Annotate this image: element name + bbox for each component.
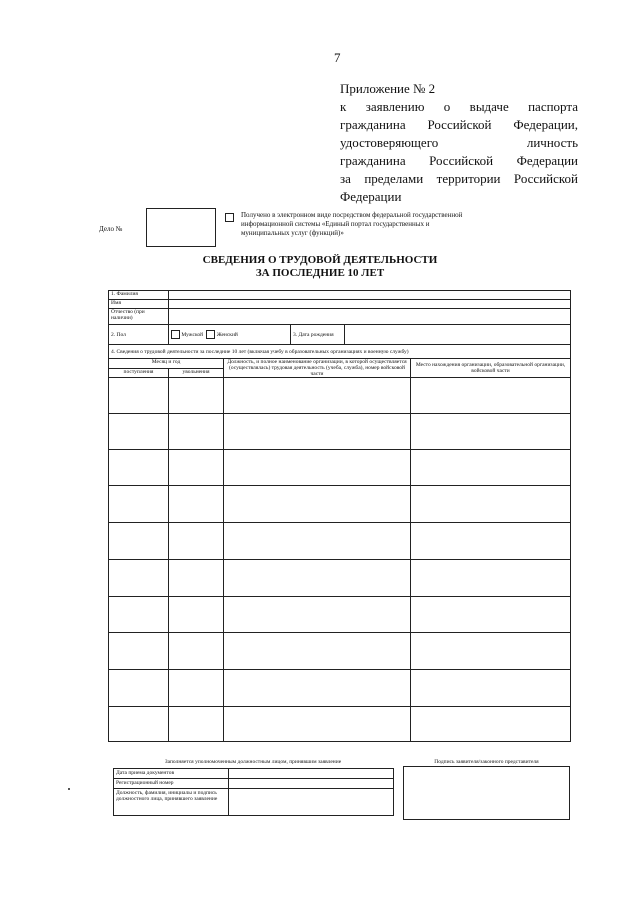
name-label: Имя: [109, 300, 169, 309]
location-cell[interactable]: [411, 486, 571, 523]
position-cell[interactable]: [224, 523, 411, 560]
hired-cell[interactable]: [109, 414, 169, 450]
position-cell[interactable]: [224, 670, 411, 707]
position-cell[interactable]: [224, 633, 411, 670]
left-cell[interactable]: [169, 450, 224, 486]
position-header: Должность, и полное наименование организации, в которой осуществляется (осуществлялась) трудовая деятельность (учеба, служба), номер войсковой части: [224, 359, 411, 378]
location-cell[interactable]: [411, 378, 571, 414]
position-cell[interactable]: [224, 450, 411, 486]
left-cell[interactable]: [169, 486, 224, 523]
hired-cell[interactable]: [109, 560, 169, 597]
official-caption: Заполняется уполномоченным должностным лицом, принявшим заявление: [164, 759, 342, 765]
patronymic-label: Отчество (при наличии): [109, 309, 169, 325]
location-cell[interactable]: [411, 707, 571, 742]
male-label: Мужской: [181, 331, 204, 338]
hired-cell[interactable]: [109, 486, 169, 523]
position-cell[interactable]: [224, 597, 411, 633]
appendix-line: за пределами территории Российской: [340, 171, 578, 186]
acceptance-date-field[interactable]: [229, 769, 394, 779]
hired-cell[interactable]: [109, 450, 169, 486]
appendix-line: удостоверяющего личность: [340, 135, 578, 150]
left-cell[interactable]: [169, 633, 224, 670]
applicant-signature-box[interactable]: [403, 766, 570, 820]
surname-field[interactable]: [169, 291, 571, 300]
sex-options: [169, 325, 291, 345]
position-cell[interactable]: [224, 560, 411, 597]
location-cell[interactable]: [411, 523, 571, 560]
name-field[interactable]: [169, 300, 571, 309]
acceptance-date-label: Дата приема документов: [114, 769, 229, 779]
sex-label: 2. Пол: [109, 325, 169, 345]
hired-cell[interactable]: [109, 378, 169, 414]
hired-cell[interactable]: [109, 523, 169, 560]
left-cell[interactable]: [169, 707, 224, 742]
official-table: [113, 768, 394, 816]
official-signature-label: Должность, фамилия, инициалы и подпись должностного лица, принявшего заявление: [114, 789, 229, 816]
hired-header: поступления: [109, 368, 169, 378]
work-section-label: 4. Сведения о трудовой деятельности за последние 10 лет (включая учебу в образовательных организациях и военную службу): [109, 345, 571, 359]
left-header: увольнения: [169, 368, 224, 378]
position-cell[interactable]: [224, 486, 411, 523]
registration-number-label: Регистрационный номер: [114, 779, 229, 789]
location-cell[interactable]: [411, 597, 571, 633]
appendix-line: гражданина Российской Федерации,: [340, 117, 578, 132]
appendix-line: гражданина Российской Федерации: [340, 153, 578, 168]
page-number: 7: [334, 50, 341, 65]
location-cell[interactable]: [411, 633, 571, 670]
male-checkbox[interactable]: [171, 330, 180, 339]
birth-date-label: 3. Дата рождения: [291, 325, 345, 345]
electronic-checkbox[interactable]: [225, 213, 234, 222]
location-cell[interactable]: [411, 414, 571, 450]
form-title-line1: СВЕДЕНИЯ О ТРУДОВОЙ ДЕЯТЕЛЬНОСТИ: [202, 254, 438, 266]
left-cell[interactable]: [169, 560, 224, 597]
official-signature-field[interactable]: [229, 789, 394, 816]
location-header: Место нахождения организации, образовательной организации, войсковой части: [411, 359, 571, 378]
left-cell[interactable]: [169, 378, 224, 414]
appendix-line: Приложение № 2: [340, 81, 436, 96]
hired-cell[interactable]: [109, 597, 169, 633]
position-cell[interactable]: [224, 414, 411, 450]
signature-caption: Подпись заявителя/законного представителя: [434, 759, 539, 765]
form-title-line2: ЗА ПОСЛЕДНИЕ 10 ЛЕТ: [255, 267, 385, 279]
hired-cell[interactable]: [109, 707, 169, 742]
surname-label: 1. Фамилия: [109, 291, 169, 300]
form-title: [170, 254, 470, 280]
electronic-note: Получено в электронном виде посредством федеральной государственной информационной системы «Единый портал государственных и муниципальных услуг (функций)»: [241, 211, 463, 237]
location-cell[interactable]: [411, 670, 571, 707]
month-year-header: Месяц и год: [109, 359, 224, 369]
case-number-box[interactable]: [146, 208, 216, 247]
scan-speck: [68, 788, 70, 790]
hired-cell[interactable]: [109, 670, 169, 707]
appendix-line: к заявлению о выдаче паспорта: [340, 99, 578, 114]
location-cell[interactable]: [411, 450, 571, 486]
female-label: Женский: [216, 331, 238, 338]
hired-cell[interactable]: [109, 633, 169, 670]
left-cell[interactable]: [169, 597, 224, 633]
left-cell[interactable]: [169, 523, 224, 560]
patronymic-field[interactable]: [169, 309, 571, 325]
left-cell[interactable]: [169, 670, 224, 707]
left-cell[interactable]: [169, 414, 224, 450]
position-cell[interactable]: [224, 378, 411, 414]
personal-and-work-table: [108, 290, 571, 742]
position-cell[interactable]: [224, 707, 411, 742]
case-number-label: Дело №: [99, 225, 123, 233]
female-checkbox[interactable]: [206, 330, 215, 339]
location-cell[interactable]: [411, 560, 571, 597]
registration-number-field[interactable]: [229, 779, 394, 789]
appendix-header: [340, 80, 578, 206]
appendix-line: Федерации: [340, 189, 402, 204]
birth-date-field[interactable]: [345, 325, 571, 345]
